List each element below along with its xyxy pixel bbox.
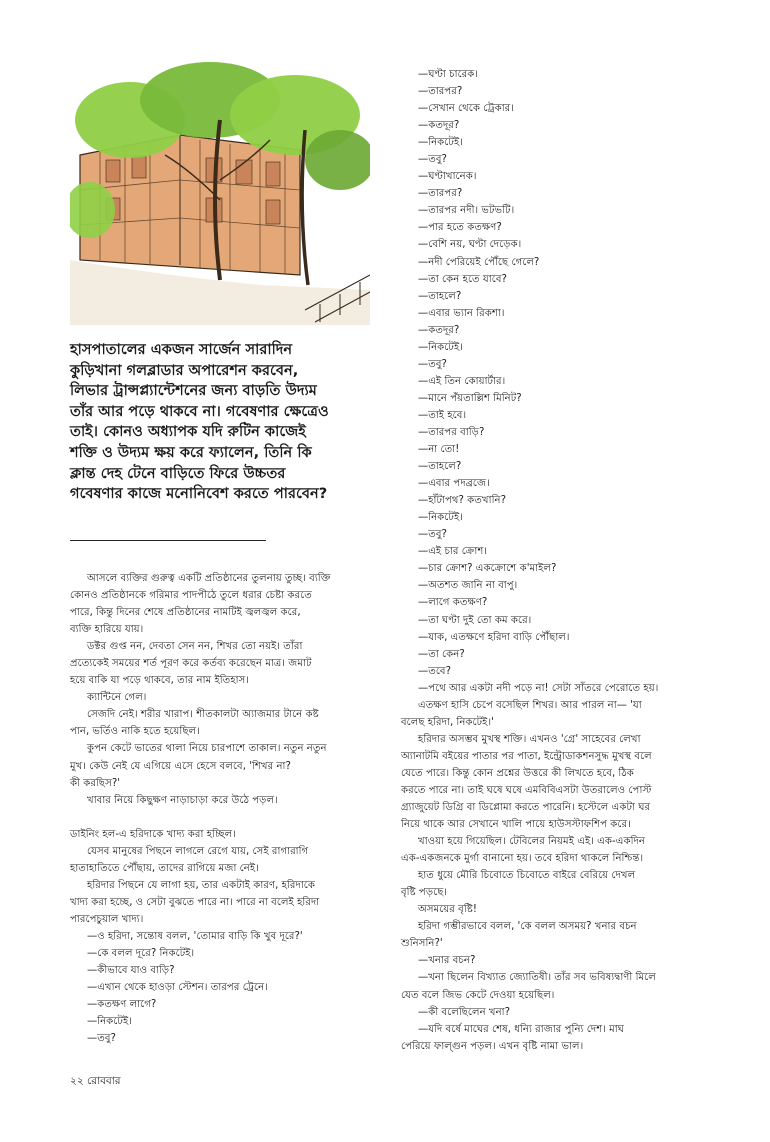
pull-quote-line: তাই। কোনও অধ্যাপক যদি রুটিন কাজেই: [70, 423, 306, 441]
text-line: সেজদি নেই। শরীর খারাপ। শীতকালটা অ্যাজমার টানে কষ্ট: [87, 709, 319, 721]
text-line: পান, ভর্তিও নাকি হতে হয়েছিল।: [70, 726, 200, 738]
text-line: শুনিসনি?': [401, 938, 443, 950]
text-line: —পথে আর একটা নদী পড়ে না! সেটা সাঁতরে পেরোতে হয়।: [418, 682, 659, 694]
text-line: ডক্টর গুপ্ত নন, দেবতা সেন নন, শিখর তো নয়ই। তাঁরা: [87, 641, 303, 653]
text-line: যেসব মানুষের পিছনে লাগলে রেগে যায়, সেই রাগারাগি: [87, 845, 309, 857]
text-line: ব্যক্তি হারিয়ে যায়।: [70, 624, 144, 636]
text-line: —সেখান থেকে ট্রেকার।: [418, 103, 514, 115]
text-line: —তবু?: [418, 358, 447, 370]
text-line: —তারপর?: [418, 188, 463, 200]
text-line: বলেছ হরিদা, নিকটেই।': [401, 716, 494, 728]
body-column-right: [401, 66, 701, 1055]
text-line: হরিদার অসম্ভব মুখস্থ শক্তি। এখনও 'গ্রে' সাহেবের লেখা: [418, 733, 641, 745]
text-line: —নিকটেই।: [87, 1016, 132, 1028]
pull-quote-line: ক্লান্ত দেহ টেনে বাড়িতে ফিরে উচ্চতর: [70, 464, 286, 482]
text-line: নিয়ে থাকে আর সেখানে খালি পায়ে হাউসস্টাফশিপ করে।: [401, 819, 631, 831]
text-line: প্রত্যেকেই সময়ের শর্ত পূরণ করে কর্তব্য করেছেন মাত্র। জমাট: [70, 658, 312, 670]
divider-rule: [70, 540, 266, 541]
text-line: —ও হরিদা, সন্তোষ বলল, 'তোমার বাড়ি কি খুব দূরে?': [87, 930, 303, 942]
text-line: হয়ে বাকি যা পড়ে থাকবে, তার নাম ইতিহাস।: [70, 675, 249, 687]
text-line: —তারপর?: [418, 86, 463, 98]
pull-quote-line: গবেষণার কাজে মনোনিবেশ করতে পারবেন?: [70, 485, 328, 503]
text-line: —তাই হবে।: [418, 409, 467, 421]
text-line: —কতক্ষণ লাগে?: [87, 999, 157, 1011]
text-line: —ঘণ্টাখানেক।: [418, 171, 477, 183]
pull-quote-line: লিভার ট্রান্সপ্ল্যান্টেশনের জন্য বাড়তি উদ্যম: [70, 382, 317, 400]
pull-quote-line: হাসপাতালের একজন সার্জেন সারাদিন: [70, 341, 293, 358]
page-folio: ২২ রোববার: [70, 1075, 121, 1087]
text-line: এক-একজনকে মুর্গা বানানো হয়। তবে হরিদা থাকলে নিশ্চিন্ত।: [401, 853, 644, 865]
text-line: —কতদূর?: [418, 324, 460, 336]
text-line: খাবার নিয়ে কিছুক্ষণ নাড়াচাড়া করে উঠে পড়ল।: [87, 794, 278, 806]
text-line: যেতে পারে। কিন্তু কোন প্রশ্নের উত্তরে কী লিখতে হবে, ঠিক: [401, 767, 634, 779]
text-line: কুপন কেটে ভাতের থালা নিয়ে চারপাশে তাকাল। নতুন নতুন: [87, 743, 327, 755]
text-line: মুখ। কেউ নেই যে এগিয়ে এসে হেসে বলবে, 'শিখর না?: [70, 760, 291, 772]
illustration-building-trees: [70, 60, 370, 325]
text-line: —যদি বর্ষে মাঘের শেষ, ধন্যি রাজার পুন্যি দেশ। মাঘ: [418, 1023, 625, 1035]
text-line: হরিদার পিছনে যে লাগা হয়, তার একটাই কারণ, হরিদাকে: [87, 879, 315, 891]
text-line: অসময়ের বৃষ্টি!: [418, 904, 477, 916]
text-line: —চার ক্রোশ? একক্রোশে ক'মাইল?: [418, 563, 557, 575]
text-line: —এবার ভ্যান রিকশা।: [418, 307, 505, 319]
text-line: —মানে পঁয়তাল্লিশ মিনিট?: [418, 392, 522, 404]
text-line: হাত ধুয়ে মৌরি চিবোতে চিবোতে বাইরে বেরিয়ে দেখল: [418, 870, 636, 882]
text-line: যেত বলে জিভ কেটে দেওয়া হয়েছিল।: [401, 989, 555, 1001]
text-line: —পার হতে কতক্ষণ?: [418, 222, 502, 234]
text-line: পেরিয়ে ফাল্গুন পড়ল। এখন বৃষ্টি নামা ভাল।: [401, 1040, 584, 1052]
text-line: বৃষ্টি পড়ছে।: [401, 887, 448, 899]
text-line: —তা কেন?: [418, 648, 465, 660]
text-line: —তবু?: [418, 154, 447, 166]
text-line: হরিদা গম্ভীরভাবে বলল, 'কে বলল অসময়? খনার বচন: [418, 921, 637, 933]
text-line: এতক্ষণ হাসি চেপে বসেছিল শিখর। আর পারল না— 'যা: [418, 699, 642, 711]
text-line: —তারপর বাড়ি?: [418, 426, 485, 438]
text-line: —তবে?: [418, 665, 452, 677]
text-line: কোনও প্রতিষ্ঠানকে গরিমার পাদপীঠে তুলে ধরার চেষ্টা করতে: [70, 590, 312, 602]
text-line: —লাগে কতক্ষণ?: [418, 597, 488, 609]
text-line: —তাহলে?: [418, 290, 462, 302]
text-line: —এখান থেকে হাওড়া স্টেশন। তারপর ট্রেনে।: [87, 982, 268, 994]
text-line: আসলে ব্যক্তির গুরুত্ব একটি প্রতিষ্ঠানের তুলনায় তুচ্ছ। ব্যক্তি: [87, 573, 331, 584]
text-line: —খনা ছিলেন বিখ্যাত জ্যোতিষী। তাঁর সব ভবিষ্যদ্বাণী মিলে: [418, 972, 656, 984]
pull-quote-line: কুড়িখানা গলব্লাডার অপারেশন করবেন,: [70, 361, 299, 379]
text-line: হাতাহাতিতে পৌঁছায়, তাদের রাগিয়ে মজা নেই।: [70, 862, 259, 874]
pull-quote-line: তাঁর আর পড়ে থাকবে না। গবেষণার ক্ষেত্রেও: [70, 402, 329, 420]
text-line: —না তো!: [418, 444, 460, 456]
text-line: —যাক, এতক্ষণে হরিদা বাড়ি পৌঁছাল।: [418, 631, 570, 643]
text-line: —হাঁটাপথ? কতখানি?: [418, 495, 506, 507]
text-line: —তা কেন হতে যাবে?: [418, 273, 507, 285]
text-line: —বেশি নয়, ঘণ্টা দেড়েক।: [418, 239, 522, 251]
text-line: খাওয়া হয়ে গিয়েছিল। টেবিলের নিয়মই এই। এক-একদিন: [418, 836, 645, 848]
text-line: —নদী পেরিয়েই পৌঁছে গেলে?: [418, 256, 540, 268]
text-line: —ঘণ্টা চারেক।: [418, 69, 479, 80]
text-line: —এই তিন কোয়ার্টার।: [418, 375, 506, 387]
text-line: —তবু?: [87, 1033, 116, 1045]
text-line: —তাহলে?: [418, 461, 462, 473]
text-line: —নিকটেই।: [418, 512, 463, 524]
pull-quote: [70, 340, 370, 505]
text-line: গ্র্যাজুয়েট ডিগ্রি বা ডিপ্লোমা করতে পারেনি। হস্টেলে একটা ঘর: [401, 802, 651, 814]
text-line: পারপেচুয়াল খাদ্য।: [70, 913, 144, 925]
text-line: —নিকটেই।: [418, 137, 463, 149]
text-line: —কীভাবে যাও বাড়ি?: [87, 965, 175, 977]
text-line: ডাইনিং হল-এ হরিদাকে খাদ্য করা হচ্ছিল।: [70, 828, 236, 840]
text-line: খাদ্য করা হচ্ছে, ও সেটা বুঝতে পারে না। পারে না বলেই হরিদা: [70, 896, 320, 908]
body-column-left: [70, 570, 375, 1047]
text-line: পারে, কিন্তু দিনের শেষে প্রতিষ্ঠানের নামটিই জ্বলজ্বল করে,: [70, 607, 301, 619]
pull-quote-line: শক্তি ও উদ্যম ক্ষয় করে ফ্যালেন, তিনি কি: [70, 443, 312, 461]
text-line: ক্যান্টিনে গেল।: [87, 692, 147, 704]
text-line: —তবু?: [418, 529, 447, 541]
text-line: —তা ঘণ্টা দুই তো কম করে।: [418, 614, 532, 626]
text-line: —কী বলেছিলেন খনা?: [418, 1006, 511, 1018]
text-line: —কে বলল দূরে? নিকটেই।: [87, 947, 195, 959]
text-line: —খনার বচন?: [418, 955, 476, 967]
text-line: অ্যানাটমি বইয়ের পাতার পর পাতা, ইন্ট্রোডাকশনসুদ্ধ মুখস্থ বলে: [401, 750, 652, 762]
text-line: —কতদূর?: [418, 120, 460, 132]
text-line: —এই চার ক্রোশ।: [418, 546, 488, 558]
text-line: —এবার পদব্রজে।: [418, 478, 490, 490]
text-line: করতে পারে না। তাই ঘষে ঘষে এমবিবিএসটা উতরালেও পোস্ট: [401, 784, 652, 796]
text-line: —তারপর নদী। ভটভটি।: [418, 205, 515, 217]
text-line: কী করছিস?': [70, 777, 121, 789]
text-line: —নিকটেই।: [418, 341, 463, 353]
text-line: —অতশত জানি না বাপু।: [418, 580, 518, 592]
